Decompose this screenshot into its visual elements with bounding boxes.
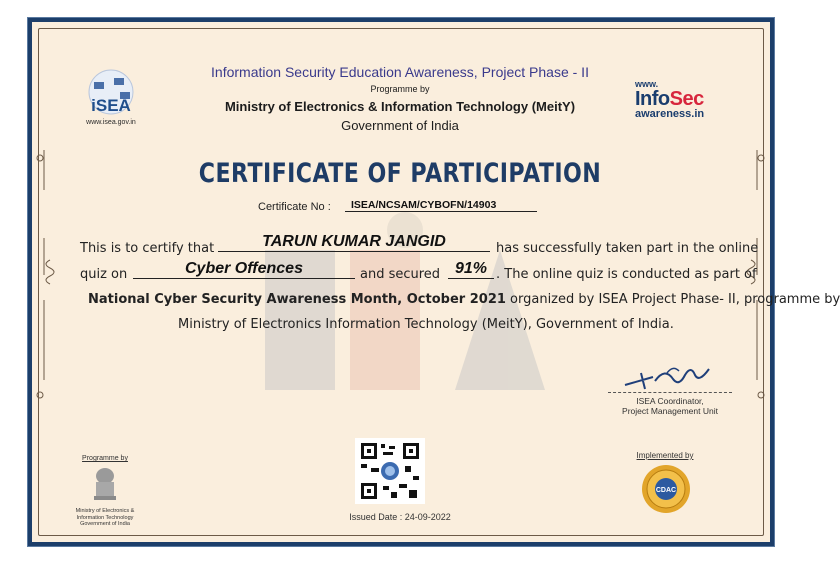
issued-date-label: Issued Date :	[349, 512, 403, 522]
programme-by-text: Programme by	[370, 84, 430, 94]
project-title: Information Security Education Awareness, Project Phase - II	[211, 64, 589, 80]
svg-text:iSEA: iSEA	[91, 96, 131, 115]
body-line3-rest: organized by ISEA Project Phase- II, programme by	[510, 292, 840, 307]
signature-block	[600, 396, 740, 416]
programme-by-block	[62, 455, 148, 528]
isea-logo	[70, 68, 152, 150]
body-line2-a: quiz on	[80, 267, 128, 282]
score: 91%	[448, 260, 494, 279]
body-line1-b: has successfully taken part in the online	[496, 241, 759, 256]
footer-ministry-line2: Information Technology	[76, 514, 134, 521]
infosec-logo	[635, 80, 725, 120]
quiz-topic: Cyber Offences	[133, 260, 355, 279]
certificate-title: CERTIFICATE OF PARTICIPATION	[198, 158, 602, 189]
signature-image	[615, 355, 725, 397]
government-name: Government of India	[341, 118, 459, 133]
qr-code-icon	[355, 438, 425, 504]
certificate-number: ISEA/NCSAM/CYBOFN/14903	[345, 199, 537, 212]
infosec-brand-sec: Sec	[669, 88, 704, 110]
national-emblem-icon	[90, 466, 120, 506]
signature-title: ISEA Coordinator,	[636, 396, 704, 406]
signature-unit: Project Management Unit	[622, 406, 718, 416]
body-line4: Ministry of Electronics Information Technology (MeitY), Government of India.	[178, 317, 674, 332]
body-line2-c: . The online quiz is conducted as part of	[496, 267, 757, 282]
isea-url: www.isea.gov.in	[86, 119, 136, 126]
body-line2-b: and secured	[360, 267, 441, 282]
infosec-brand	[635, 89, 725, 109]
infosec-brand-info: Info	[635, 88, 670, 110]
svg-text:CDAC: CDAC	[655, 487, 677, 494]
implemented-by-label: Implemented by	[636, 451, 694, 460]
body-line1-a: This is to certify that	[80, 241, 215, 256]
certificate-number-label: Certificate No :	[258, 201, 331, 213]
issued-date-block	[320, 512, 480, 522]
issued-date: 24-09-2022	[404, 512, 451, 522]
left-ornament	[28, 150, 68, 410]
qr-code	[355, 438, 425, 504]
participant-name: TARUN KUMAR JANGID	[218, 233, 490, 252]
footer-ministry-line3: Government of India	[80, 521, 130, 527]
cdac-seal-icon	[641, 464, 691, 514]
footer-programme-by: Programme by	[82, 455, 128, 462]
footer-ministry-line1: Ministry of Electronics &	[75, 508, 135, 514]
signature-line	[608, 392, 732, 393]
infosec-awareness: awareness.in	[635, 108, 705, 120]
infosec-www: www.	[635, 79, 659, 89]
event-name: National Cyber Security Awareness Month, October 2021	[88, 292, 506, 307]
ministry-name: Ministry of Electronics & Information Technology (MeitY)	[224, 99, 576, 114]
